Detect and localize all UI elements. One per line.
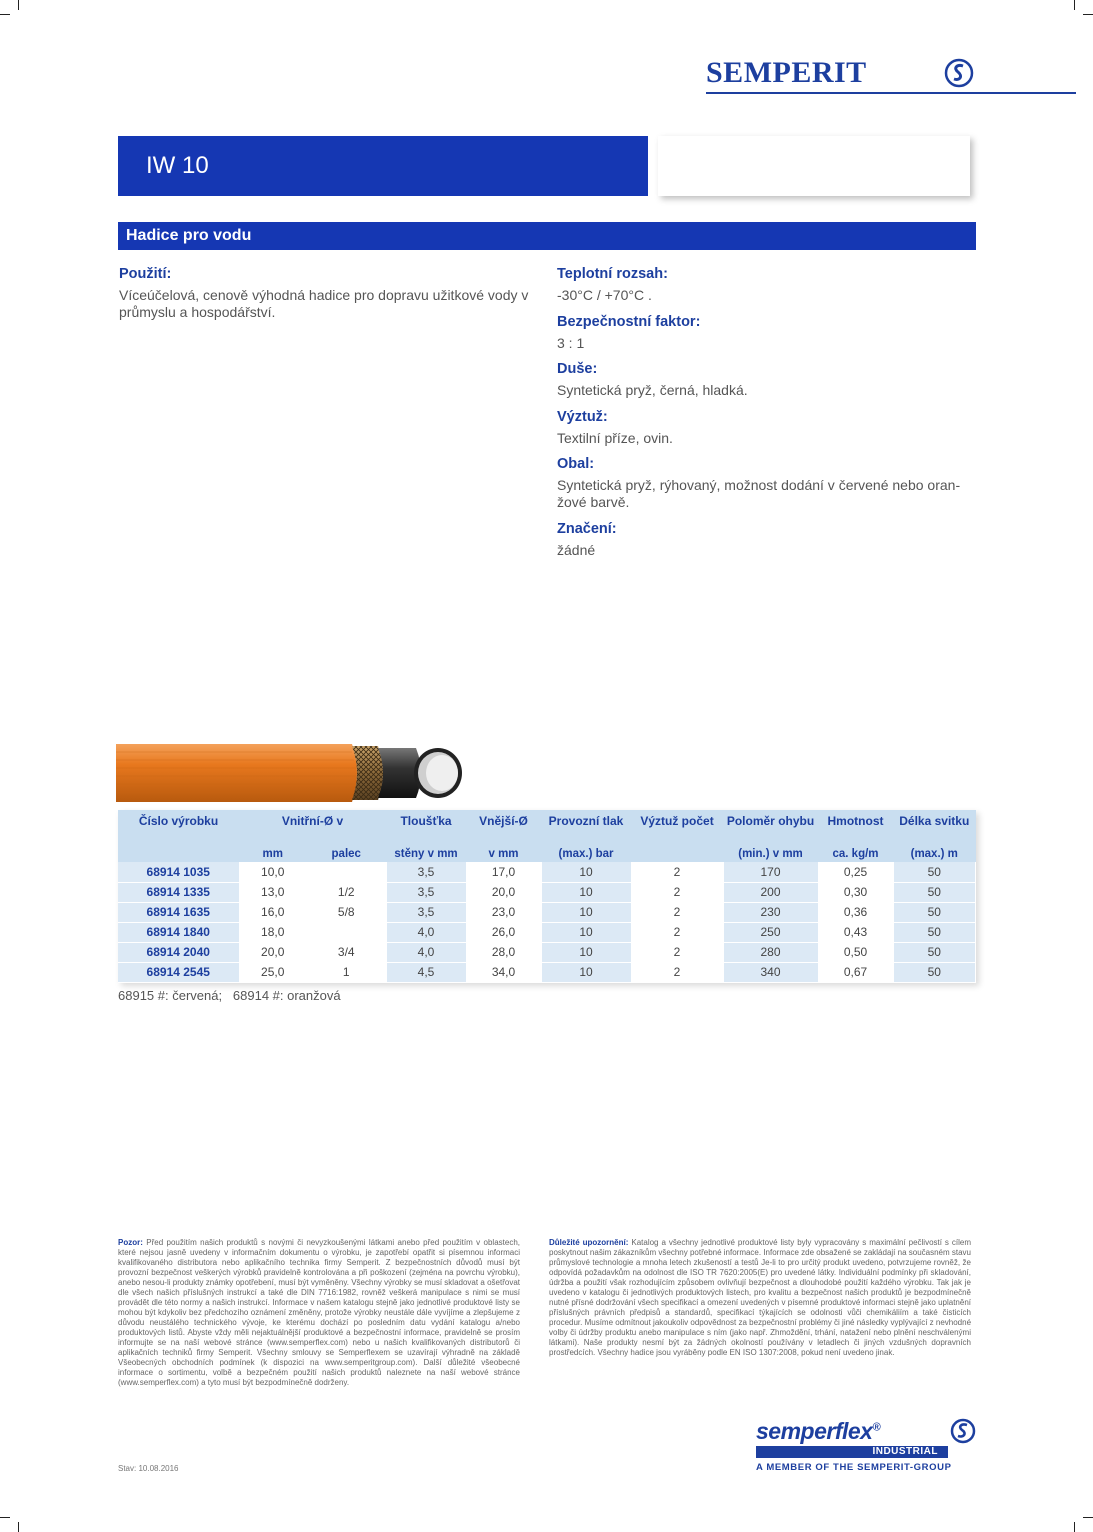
marking-value: žádné — [557, 542, 596, 558]
cover-value-line2: žové barvě. — [557, 494, 630, 510]
outer-cell: 28,0 — [466, 942, 541, 962]
safety-factor-value: 3 : 1 — [557, 335, 585, 351]
temperature-label: Teplotní rozsah: — [557, 266, 668, 282]
inner-mm-cell: 25,0 — [239, 962, 306, 982]
inner-mm-cell: 16,0 — [239, 902, 306, 922]
sub-header-weight: ca. kg/m — [818, 846, 893, 862]
inner-inch-cell — [306, 922, 386, 942]
outer-cell: 17,0 — [466, 862, 541, 882]
weight-cell: 0,25 — [818, 862, 893, 882]
inner-mm-cell: 20,0 — [239, 942, 306, 962]
weight-cell: 0,30 — [818, 882, 893, 902]
cover-value-line1: Syntetická pryž, rýhovaný, možnost dodání v červené nebo oran- — [557, 477, 961, 493]
pressure-cell: 10 — [541, 882, 631, 902]
bend-radius-cell: 170 — [723, 862, 818, 882]
coil-length-cell: 50 — [893, 942, 975, 962]
outer-cell: 20,0 — [466, 882, 541, 902]
part-number-cell: 68914 1840 — [118, 922, 239, 942]
hose-illustration — [116, 742, 466, 804]
crop-mark-top-right-h — [1083, 14, 1093, 15]
inner-mm-cell: 10,0 — [239, 862, 306, 882]
product-code: IW 10 — [146, 152, 209, 179]
pressure-cell: 10 — [541, 862, 631, 882]
bend-radius-cell: 340 — [723, 962, 818, 982]
col-header-part-number: Číslo výrobku — [118, 810, 239, 846]
product-title-bar — [118, 136, 648, 196]
usage-value: Víceúčelová, cenově výhodná hadice pro dopravu užitkové vody v průmyslu a hospodářství. — [119, 287, 529, 320]
table-row — [118, 962, 976, 982]
reinforcement-cell: 2 — [631, 922, 723, 942]
disclaimer-right-text: Katalog a všechny jednotlivé produktové listy byly vypracovány s maximální pečlivostí s cílem poskytnout našim zákazníkům všechny potřebné informace. Informace zde obsažené se zakládají na současném stavu průmyslové technologie a mnoha letech zkušeností a testů Je-li to pro určitý produkt uvedeno, potvrzujeme rovněž, že odpovídá požadavkům na odolnost dle ISO TR 7620:2005(E) pro uvedené látky. Individuální podmínky při skladování, údržba a použití však rozhodujícím způsobem ovlivňují bezpečnost a dlouhodobé použití každého výrobku. Tak jak je uvedeno v katalogu či jednotlivých produktových listech, pro kvalitu a bezpečnost našich produktů je bezpodmínečně nutné přísné dodržování všech specifikací a omezení uvedených v písemné produktové informaci stejně jako uplatnění příslušných právních předpisů a standardů, specifikací týkajících se odolnosti vůči chemikáliím a také čisticích procedur. Musíme odmítnout jakoukoliv odpovědnost za bezpečnostní problémy či jiné následky vyplývající z nevhodné volby či údržby produktu anebo manipulace s ním (jako např. Zhmoždění, trhání, natažení nebo plnění neschválenými látkami). Naše produkty nesmí být za žádných okolností používány v letadlech či jiných vzdušných dopravních prostředcích. Všechny hadice jsou vyráběny podle EN ISO 1307:2008, pokud není uvedeno jinak. — [549, 1238, 972, 1357]
coil-length-cell: 50 — [893, 922, 975, 942]
coil-length-cell: 50 — [893, 862, 975, 882]
sub-header-mm: mm — [239, 846, 306, 862]
semperflex-division: INDUSTRIAL — [756, 1446, 948, 1458]
group-tagline: A MEMBER OF THE SEMPERIT-GROUP — [756, 1462, 952, 1473]
weight-cell: 0,43 — [818, 922, 893, 942]
disclaimer-right-label: Důležité upozornění: — [549, 1238, 629, 1247]
crop-mark-top-left-h — [0, 14, 10, 15]
wall-cell: 4,5 — [386, 962, 466, 982]
tube-value: Syntetická pryž, černá, hladká. — [557, 382, 748, 398]
bend-radius-cell: 230 — [723, 902, 818, 922]
col-header-pressure: Provozní tlak — [541, 810, 631, 846]
inner-inch-cell — [306, 862, 386, 882]
wall-cell: 3,5 — [386, 862, 466, 882]
wall-cell: 3,5 — [386, 902, 466, 922]
pressure-cell: 10 — [541, 922, 631, 942]
product-subtitle-bar — [118, 222, 976, 250]
sub-header-wall: stěny v mm — [386, 846, 466, 862]
semperit-s-icon — [944, 58, 974, 88]
coil-length-cell: 50 — [893, 962, 975, 982]
outer-cell: 34,0 — [466, 962, 541, 982]
product-table — [118, 810, 976, 983]
table-row — [118, 922, 976, 942]
tube-label: Duše: — [557, 361, 598, 377]
disclaimer-left-text: Před použitím našich produktů s novými či nevyzkoušenými látkami anebo před použitím v oblastech, které nejsou jasně uvedeny v informačním dokumentu o výrobku, je zapotřebí opatřit si písemnou informaci kvalifikovaného distributora nebo aplikačního technika firmy Semperit. Z bezpečnostních důvodů musí být provozní bezpečnost veškerých výrobků pravidelně kontrolována a při poškození (zejména na povrchu výrobku), anebo nesou-li produkty známky opotřebení, musí být vyměněny. Všechny výrobky se musí skladovat a ošetřovat dle všech našich příslušných instrukcí a také dle DIN 7716:1982, rovněž veškerá manipulace s nimi se musí provádět dle této normy a našich instrukcí. Informace v našem katalogu stejně jako jednotlivé produktové listy se mohou být kdykoliv bez předchozího oznámení změněny, protože výrobky neustále dále vyvíjíme a zlepšujeme z důvodu neustálého technického vývoje, ke kterému dochází po posledním datu vydání katalogu a/nebo produktových listů. Abyste vždy měli nejaktuálnější produktové a bezpečnostní informace, pravidelně se prosím informujte se na naší webové stránce (www.semperflex.com) nebo u našich kvalifikovaných distributorů či aplikačních techniků firmy Semperit. Všechny smlouvy se Semperflexem se uzavírají výhradně na základě Všeobecných obchodních podmínek (k dispozici na www.semperitgroup.com). Další důležité všeobecné informace o sortimentu, volbě a bezpečném použití našich produktů naleznete na naší webové stránce (www.semperflex.com) a tyto musí být bezpodmínečně dodrženy. — [118, 1238, 520, 1387]
coil-length-cell: 50 — [893, 902, 975, 922]
col-header-reinforcement: Výztuž počet — [631, 810, 723, 846]
part-number-cell: 68914 2040 — [118, 942, 239, 962]
semperflex-name: semperflex — [756, 1418, 873, 1444]
bend-radius-cell: 250 — [723, 922, 818, 942]
outer-cell: 23,0 — [466, 902, 541, 922]
sub-header-reinforcement — [631, 846, 723, 862]
sub-header-bend-radius: (min.) v mm — [723, 846, 818, 862]
col-header-wall: Tloušťka — [386, 810, 466, 846]
coil-length-cell: 50 — [893, 882, 975, 902]
inner-inch-cell: 1/2 — [306, 882, 386, 902]
bend-radius-cell: 200 — [723, 882, 818, 902]
safety-factor-label: Bezpečnostní faktor: — [557, 314, 701, 330]
table-row — [118, 862, 976, 882]
registered-mark: ® — [872, 1421, 881, 1434]
col-header-coil-length: Délka svitku — [893, 810, 975, 846]
wall-cell: 3,5 — [386, 882, 466, 902]
inner-mm-cell: 13,0 — [239, 882, 306, 902]
pressure-cell: 10 — [541, 942, 631, 962]
reinforcement-cell: 2 — [631, 942, 723, 962]
marking-label: Značení: — [557, 521, 617, 537]
table-row — [118, 882, 976, 902]
crop-mark-bottom-right-h — [1083, 1517, 1093, 1518]
inner-inch-cell: 5/8 — [306, 902, 386, 922]
part-number-cell: 68914 2545 — [118, 962, 239, 982]
cover-label: Obal: — [557, 456, 595, 472]
wall-cell: 4,0 — [386, 942, 466, 962]
reinforcement-label: Výztuž: — [557, 409, 608, 425]
crop-mark-top-right-v — [1074, 0, 1075, 10]
col-header-weight: Hmotnost — [818, 810, 893, 846]
crop-mark-bottom-left-v — [18, 1522, 19, 1532]
sub-header-outer: v mm — [466, 846, 541, 862]
reinforcement-cell: 2 — [631, 882, 723, 902]
brand-underline — [706, 92, 1076, 94]
temperature-value: -30°C / +70°C . — [557, 287, 652, 303]
disclaimer-left — [118, 1238, 520, 1388]
brand-name: SEMPERIT — [706, 56, 867, 89]
part-number-cell: 68914 1635 — [118, 902, 239, 922]
disclaimer-right — [549, 1238, 971, 1358]
inner-inch-cell: 3/4 — [306, 942, 386, 962]
sub-header-part-number — [118, 846, 239, 862]
reinforcement-cell: 2 — [631, 862, 723, 882]
col-header-inner-diameter: Vnitřní-Ø v — [239, 810, 386, 846]
wall-cell: 4,0 — [386, 922, 466, 942]
crop-mark-top-left-v — [18, 0, 19, 10]
table-row — [118, 942, 976, 962]
inner-inch-cell: 1 — [306, 962, 386, 982]
semperflex-logo-text — [756, 1418, 880, 1445]
part-number-cell: 68914 1335 — [118, 882, 239, 902]
col-header-bend-radius: Poloměr ohybu — [723, 810, 818, 846]
part-number-cell: 68914 1035 — [118, 862, 239, 882]
usage-label: Použití: — [119, 266, 172, 282]
inner-mm-cell: 18,0 — [239, 922, 306, 942]
disclaimer-left-label: Pozor: — [118, 1238, 143, 1247]
weight-cell: 0,50 — [818, 942, 893, 962]
crop-mark-bottom-right-v — [1074, 1522, 1075, 1532]
weight-cell: 0,36 — [818, 902, 893, 922]
table-row — [118, 902, 976, 922]
bend-radius-cell: 280 — [723, 942, 818, 962]
sub-header-pressure: (max.) bar — [541, 846, 631, 862]
weight-cell: 0,67 — [818, 962, 893, 982]
reinforcement-value: Textilní příze, ovin. — [557, 430, 673, 446]
color-note: 68915 #: červená; 68914 #: oranžová — [118, 988, 341, 1003]
semperit-s-icon — [950, 1418, 976, 1444]
semperflex-logo — [756, 1418, 978, 1478]
title-side-box — [658, 136, 970, 196]
document-date: Stav: 10.08.2016 — [118, 1464, 179, 1473]
product-subtitle: Hadice pro vodu — [126, 227, 252, 244]
reinforcement-cell: 2 — [631, 902, 723, 922]
sub-header-inch: palec — [306, 846, 386, 862]
pressure-cell: 10 — [541, 962, 631, 982]
sub-header-coil-length: (max.) m — [893, 846, 975, 862]
reinforcement-cell: 2 — [631, 962, 723, 982]
semperit-logo — [706, 56, 976, 92]
col-header-outer-diameter: Vnější-Ø — [466, 810, 541, 846]
crop-mark-bottom-left-h — [0, 1517, 10, 1518]
outer-cell: 26,0 — [466, 922, 541, 942]
pressure-cell: 10 — [541, 902, 631, 922]
